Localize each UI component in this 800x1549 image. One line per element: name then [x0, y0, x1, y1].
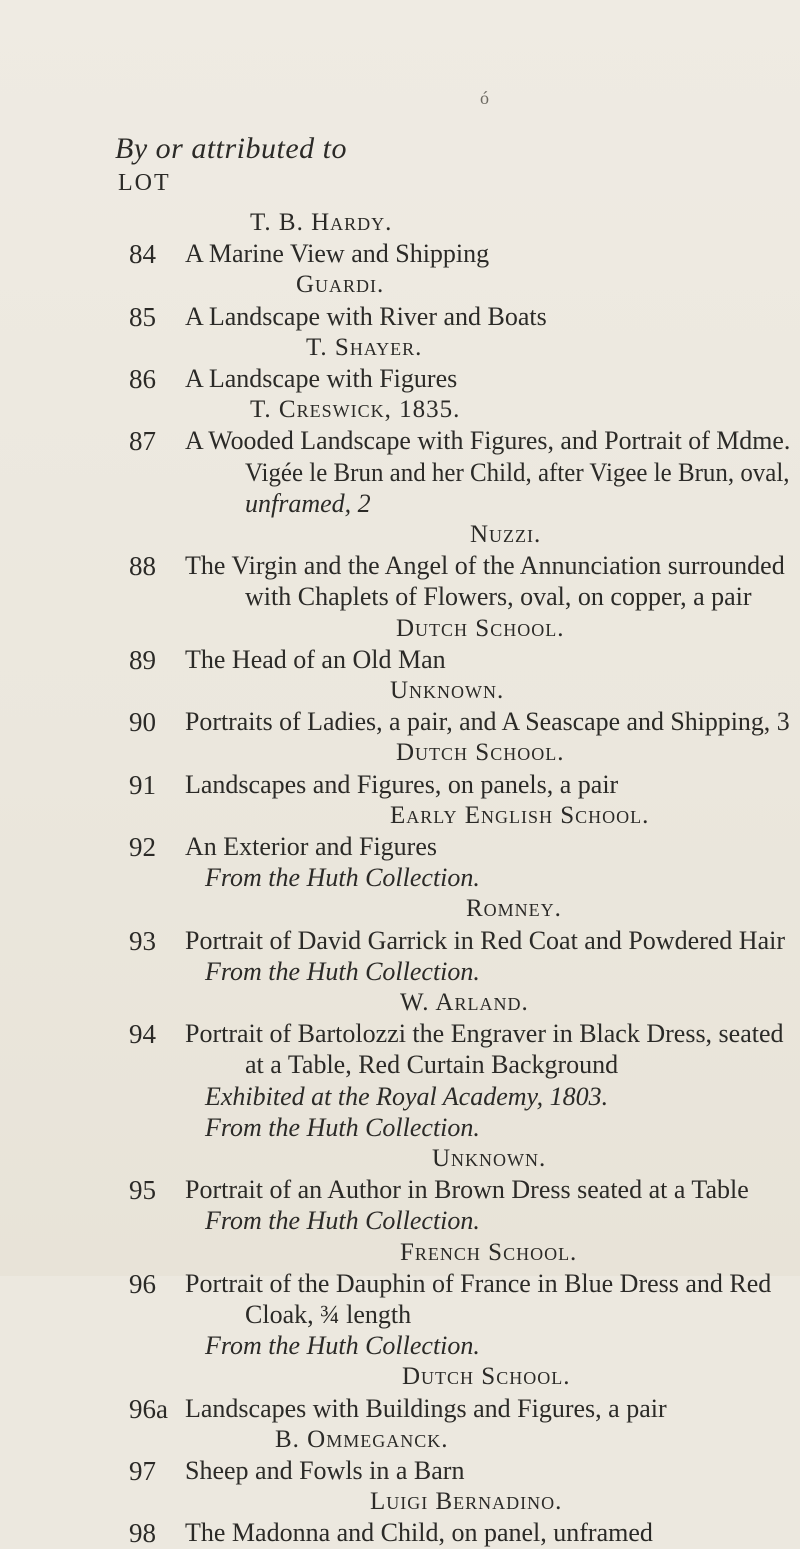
artist-name: Unknown.: [390, 677, 505, 704]
lot-number: 90: [129, 707, 156, 738]
lot-number: 94: [129, 1019, 156, 1050]
lot-column-label: LOT: [118, 170, 171, 196]
provenance-note: From the Huth Collection.: [205, 1112, 480, 1142]
lot-title: A Landscape with River and Boats: [185, 301, 547, 331]
lot-number: 92: [129, 832, 156, 862]
lot-number: 96: [129, 1268, 156, 1299]
lot-title: Portrait of an Author in Brown Dress seated at a Table: [185, 1175, 749, 1205]
lot-number: 87: [129, 426, 156, 457]
section-heading: By or attributed to: [115, 132, 347, 165]
provenance-note: From the Huth Collection.: [205, 863, 480, 893]
artist-name: Unknown.: [432, 1145, 547, 1172]
lot-number: 95: [129, 1175, 156, 1206]
artist-name: Luigi Bernadino.: [370, 1488, 563, 1516]
lot-number: 88: [129, 551, 156, 582]
provenance-note: From the Huth Collection.: [205, 1331, 480, 1361]
lot-title: Landscapes with Buildings and Figures, a pair: [185, 1393, 667, 1423]
lot-title: Portraits of Ladies, a pair, and A Seascape and Shipping, 3: [185, 707, 790, 737]
lot-number: 86: [129, 364, 156, 394]
lot-number: 98: [129, 1518, 156, 1549]
lot-title-continued: unframed, 2: [245, 488, 371, 518]
lot-title: A Marine View and Shipping: [185, 239, 490, 269]
lot-title: A Landscape with Figures: [185, 364, 458, 393]
provenance-note: From the Huth Collection.: [205, 956, 480, 986]
lot-number: 85: [129, 301, 156, 332]
artist-name: Nuzzi.: [470, 521, 542, 548]
lot-number: 89: [129, 644, 156, 675]
lot-title: Portrait of the Dauphin of France in Blue Dress and Red: [185, 1268, 772, 1298]
artist-name: Romney.: [466, 895, 562, 923]
artist-name: Dutch School.: [402, 1363, 571, 1391]
artist-name: W. Arland.: [400, 989, 529, 1016]
lot-title: The Madonna and Child, on panel, unframed: [185, 1518, 653, 1548]
lot-title: Sheep and Fowls in a Barn: [185, 1456, 465, 1485]
artist-name: T. Creswick, 1835.: [250, 396, 461, 424]
lot-title: Portrait of David Garrick in Red Coat and Powdered Hair: [185, 925, 786, 955]
lot-title: A Wooded Landscape with Figures, and Portrait of Mdme.: [185, 426, 791, 456]
artist-name: Early English School.: [390, 801, 650, 829]
lot-title: Portrait of Bartolozzi the Engraver in Black Dress, seated: [185, 1019, 784, 1049]
lot-number: 97: [129, 1456, 156, 1486]
lot-title-continued: Cloak, ¾ length: [245, 1300, 412, 1329]
lot-title: The Head of an Old Man: [185, 644, 446, 674]
lot-title: The Virgin and the Angel of the Annunciation surrounded: [185, 551, 785, 581]
lot-number: 84: [129, 239, 156, 270]
lot-title-continued: Vigée le Brun and her Child, after Vigee le Brun, oval,: [245, 457, 790, 487]
artist-name: Dutch School.: [396, 614, 565, 642]
lot-number: 93: [129, 925, 156, 956]
lot-title: Landscapes and Figures, on panels, a pair: [185, 769, 619, 799]
page-mark: ó: [480, 88, 489, 108]
lot-title-continued: with Chaplets of Flowers, oval, on copper, a pair: [245, 582, 752, 612]
artist-name: T. Shayer.: [306, 333, 423, 361]
lot-number: 91: [129, 769, 156, 800]
provenance-note: From the Huth Collection.: [205, 1206, 480, 1236]
provenance-note: Exhibited at the Royal Academy, 1803.: [205, 1081, 609, 1111]
artist-name: French School.: [400, 1238, 578, 1266]
lot-title: An Exterior and Figures: [185, 832, 438, 861]
artist-name: T. B. Hardy.: [250, 209, 393, 236]
lot-number: 96a: [129, 1393, 168, 1424]
artist-name: B. Ommeganck.: [275, 1425, 449, 1453]
artist-name: Dutch School.: [396, 739, 565, 767]
artist-name: Guardi.: [296, 271, 385, 299]
lot-title-continued: at a Table, Red Curtain Background: [245, 1050, 619, 1080]
